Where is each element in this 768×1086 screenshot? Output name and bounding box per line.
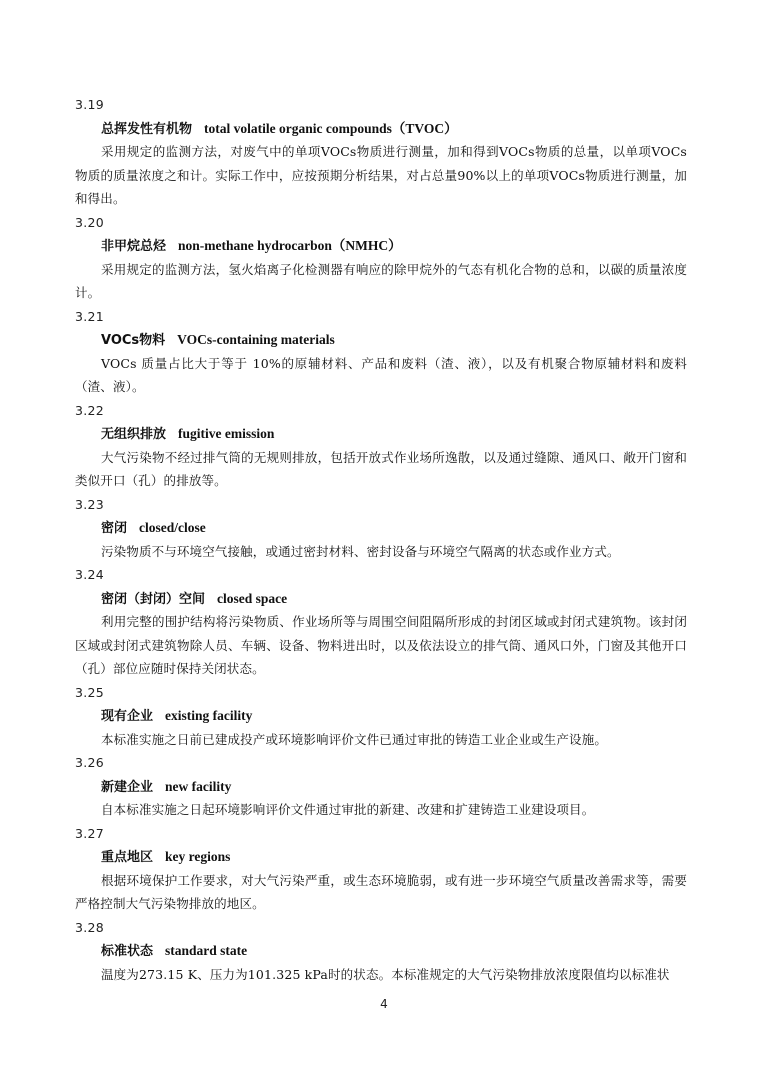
term-heading [75, 775, 687, 799]
term-heading [75, 422, 687, 446]
term-chinese: 重点地区 [101, 850, 154, 865]
term-chinese: 现有企业 [101, 709, 154, 724]
term-english: total volatile organic compounds（TVOC） [204, 120, 458, 136]
clause-number: 3.25 [75, 684, 105, 700]
term-heading [75, 328, 687, 352]
definitions-section [75, 93, 687, 986]
term-english: VOCs-containing materials [177, 332, 335, 347]
term-chinese: 标准状态 [101, 944, 154, 959]
term-heading [75, 704, 687, 728]
definition-entry-3-22 [75, 399, 687, 493]
clause-number: 3.19 [75, 97, 105, 112]
clause-number: 3.27 [75, 825, 105, 841]
definition-text: 根据环境保护工作要求，对大气污染严重，或生态环境脆弱，或有进一步环境空气质量改善需求等，需要严格控制大气污染物排放的地区。 [75, 872, 687, 911]
definition-entry-3-23 [75, 493, 687, 564]
definition-entry-3-27 [75, 822, 687, 916]
term-english: non-methane hydrocarbon（NMHC） [178, 238, 402, 253]
definition-text: 自本标准实施之日起环境影响评价文件通过审批的新建、改建和扩建铸造工业建设项目。 [101, 802, 595, 817]
term-chinese: 密闭（封闭）空间 [101, 591, 206, 607]
definition-text: 采用规定的监测方法，对废气中的单项VOCs物质进行测量，加和得到VOCs物质的总量，以单项VOCs物质的质量浓度之和计。实际工作中，应按预期分析结果，对占总量90%以上的单项VOCs物质进行测量，加和得出。 [75, 144, 687, 206]
clause-number: 3.24 [75, 567, 105, 582]
clause-number: 3.26 [75, 755, 105, 770]
term-chinese: 密闭 [101, 521, 128, 536]
term-english: new facility [165, 778, 232, 794]
term-heading [75, 587, 687, 611]
definition-entry-3-21 [75, 305, 687, 399]
term-heading [75, 939, 687, 963]
term-chinese: 新建企业 [101, 779, 154, 795]
definition-entry-3-20 [75, 211, 687, 305]
definition-entry-3-24 [75, 563, 687, 681]
term-heading [75, 516, 687, 540]
term-english: existing facility [165, 708, 253, 723]
page-number: 4 [380, 997, 388, 1011]
term-heading [75, 845, 687, 869]
definition-text: VOCs 质量占比大于等于 10%的原辅材料、产品和废料（渣、液），以及有机聚合物原辅材料和废料（渣、液）。 [75, 355, 687, 394]
definition-entry-3-26 [75, 751, 687, 822]
term-heading [75, 117, 687, 141]
definition-text: 温度为273.15 K、压力为101.325 kPa时的状态。本标准规定的大气污染物排放浓度限值均以标准状 [101, 966, 670, 982]
clause-number: 3.20 [75, 214, 105, 230]
term-english: closed/close [139, 520, 206, 535]
definition-text: 大气污染物不经过排气筒的无规则排放，包括开放式作业场所逸散，以及通过缝隙、通风口、敞开门窗和类似开口（孔）的排放等。 [75, 449, 687, 488]
clause-number: 3.22 [75, 402, 105, 418]
term-english: standard state [165, 943, 248, 958]
term-chinese: 总挥发性有机物 [101, 121, 193, 137]
term-heading [75, 234, 687, 258]
definition-text: 污染物质不与环境空气接触，或通过密封材料、密封设备与环境空气隔离的状态或作业方式。 [101, 543, 620, 559]
definition-text: 利用完整的围护结构将污染物质、作业场所等与周围空间阻隔所形成的封闭区域或封闭式建筑物。该封闭区域或封闭式建筑物除人员、车辆、设备、物料进出时，以及依法设立的排气筒、通风口外，门窗及其他开口（孔）部位应随时保持关闭状态。 [75, 614, 687, 676]
definition-entry-3-19 [75, 93, 687, 211]
clause-number: 3.28 [75, 919, 105, 935]
clause-number: 3.23 [75, 496, 105, 512]
term-english: key regions [165, 849, 231, 864]
term-chinese: 无组织排放 [101, 427, 167, 442]
definition-text: 采用规定的监测方法，氢火焰离子化检测器有响应的除甲烷外的气态有机化合物的总和，以碳的质量浓度计。 [75, 261, 687, 300]
definition-text: 本标准实施之日前已建成投产或环境影响评价文件已通过审批的铸造工业企业或生产设施。 [101, 731, 608, 747]
clause-number: 3.21 [75, 308, 105, 324]
term-english: closed space [217, 590, 288, 606]
definition-entry-3-25 [75, 681, 687, 752]
term-chinese: 非甲烷总烃 [101, 239, 167, 254]
term-english: fugitive emission [178, 426, 275, 441]
definition-entry-3-28 [75, 916, 687, 987]
term-chinese: VOCs物料 [101, 333, 166, 348]
